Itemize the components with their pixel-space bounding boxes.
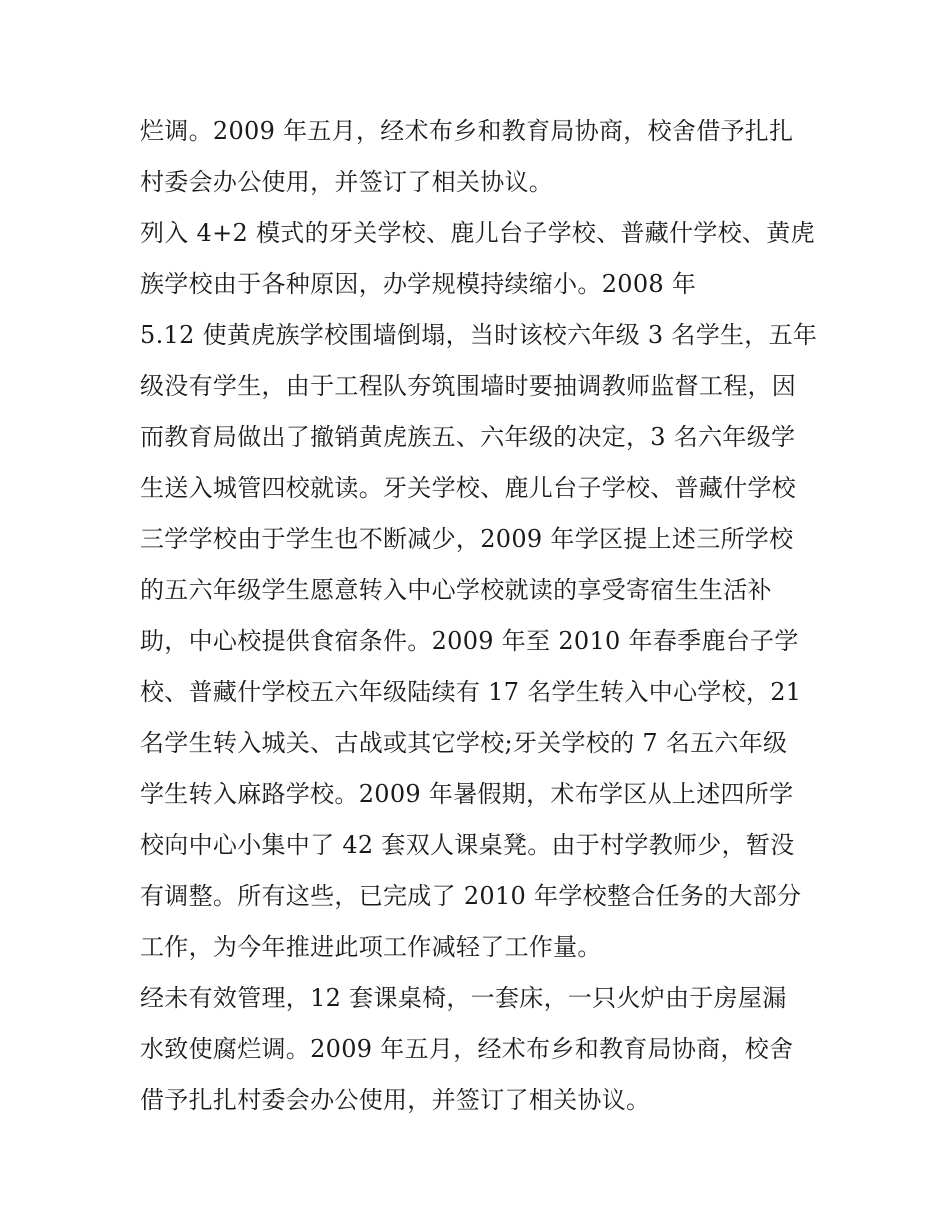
text-line: 族学校由于各种原因，办学规模持续缩小。2008 年 <box>140 270 697 298</box>
text-line: 生送入城管四校就读。牙关学校、鹿儿台子学校、普藏什学校 <box>140 474 797 502</box>
text-line: 列入 4+2 模式的牙关学校、鹿儿台子学校、普藏什学校、黄虎 <box>140 219 815 247</box>
text-line: 借予扎扎村委会办公使用，并签订了相关协议。 <box>140 1086 651 1114</box>
text-line: 助，中心校提供食宿条件。2009 年至 2010 年春季鹿台子学 <box>140 627 799 655</box>
text-line: 村委会办公使用，并签订了相关协议。 <box>140 168 554 196</box>
body-text <box>140 106 820 1126</box>
text-line: 有调整。所有这些，已完成了 2010 年学校整合任务的大部分 <box>140 882 802 910</box>
text-line: 烂调。2009 年五月，经术布乡和教育局协商，校舍借予扎扎 <box>140 117 794 145</box>
text-line: 学生转入麻路学校。2009 年暑假期，术布学区从上述四所学 <box>140 780 794 808</box>
text-line: 而教育局做出了撤销黄虎族五、六年级的决定，3 名六年级学 <box>140 423 796 451</box>
text-line: 工作，为今年推进此项工作减轻了工作量。 <box>140 933 602 961</box>
text-line: 三学学校由于学生也不断减少，2009 年学区提上述三所学校 <box>140 525 794 553</box>
text-line: 校、普藏什学校五六年级陆续有 17 名学生转入中心学校，21 <box>140 678 802 706</box>
text-line: 校向中心小集中了 42 套双人课桌凳。由于村学教师少，暂没 <box>140 831 795 859</box>
text-line: 级没有学生，由于工程队夯筑围墙时要抽调教师监督工程，因 <box>140 372 797 400</box>
text-line: 水致使腐烂调。2009 年五月，经术布乡和教育局协商，校舍 <box>140 1035 794 1063</box>
text-line: 名学生转入城关、古战或其它学校;牙关学校的 7 名五六年级 <box>140 729 788 757</box>
text-line: 5.12 使黄虎族学校围墙倒塌，当时该校六年级 3 名学生，五年 <box>140 321 818 349</box>
text-line: 经未有效管理，12 套课桌椅，一套床，一只火炉由于房屋漏 <box>140 984 787 1012</box>
text-line: 的五六年级学生愿意转入中心学校就读的享受寄宿生生活补 <box>140 576 772 604</box>
